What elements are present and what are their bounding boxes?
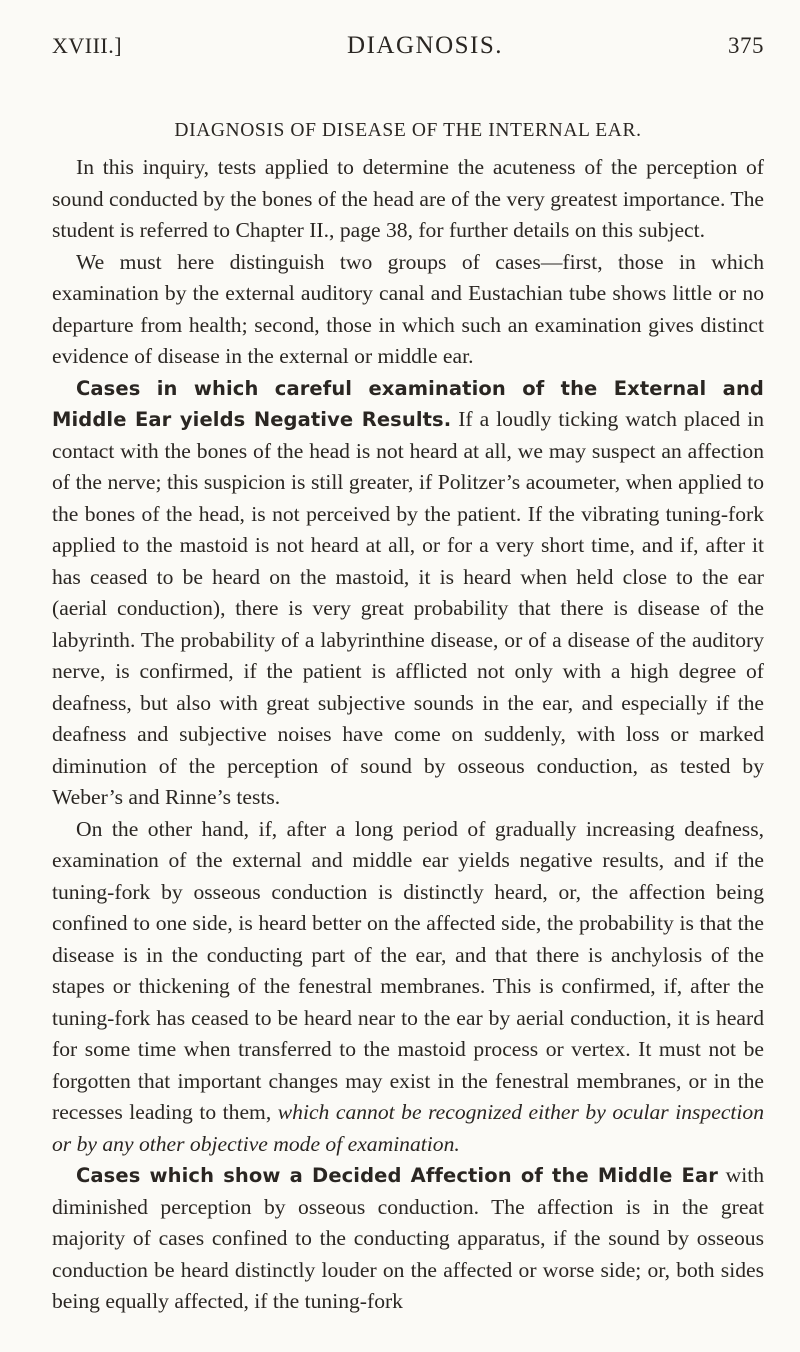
running-title: DIAGNOSIS.: [347, 32, 504, 59]
paragraph-conducting-part-text: On the other hand, if, after a long period of gradually increasing deafness, examination of the external and middle ear yields negative results, and if the tuning-fork by osseous conduction is distinctly heard, or, the affection being confined to one side, is heard better on the affected side, the probability is that the disease is in the conducting part of the ear, and that there is anchylosis of the stapes or thickening of the fenestral membranes. This is confirmed, if, after the tuning-fork has ceased to be heard near to the ear by aerial conduction, it is heard for some time when transferred to the mastoid process or vertex. It must not be forgotten that important changes may exist in the fenestral membranes, or in the recesses leading to them,: [52, 816, 764, 1124]
paragraph-middle-ear: [52, 1160, 764, 1318]
paragraph-negative-results: [52, 373, 764, 814]
body-text: [52, 152, 764, 1318]
chapter-marker: XVIII.]: [52, 33, 123, 58]
book-page: [52, 32, 764, 1332]
paragraph-middle-ear-text: with diminished perception by osseous conduction. The affection is in the great majority of cases confined to the conducting apparatus, if the sound by osseous conduction be heard distinctly louder on the affected or worse side; or, both sides being equally affected, if the tuning-fork: [52, 1163, 764, 1313]
paragraph-two-groups: We must here distinguish two groups of cases—first, those in which examination by the external auditory canal and Eustachian tube shows little or no departure from health; second, those in which such an examination gives distinct evidence of disease in the external or middle ear.: [52, 249, 764, 368]
italic-emphasis: which cannot be recognized either by ocular inspection or by any other objective mode of examination.: [52, 1100, 764, 1156]
page-number: 375: [727, 33, 764, 58]
running-head: [52, 32, 764, 68]
subheading-negative-results: Cases in which careful examination of the External and Middle Ear yields Negative Results.: [52, 376, 764, 431]
paragraph-inquiry: In this inquiry, tests applied to determine the acuteness of the perception of sound conducted by the bones of the head are of the very greatest importance. The student is referred to Chapter II., page 38, for further details on this subject.: [52, 155, 764, 242]
paragraph-negative-results-text: If a loudly ticking watch placed in contact with the bones of the head is not heard at all, we may suspect an affection of the nerve; this suspicion is still greater, if Politzer’s acoumeter, when applied to the bones of the head, is not perceived by the patient. If the vibrating tuning-fork applied to the mastoid is not heard at all, or for a very short time, and if, after it has ceased to be heard on the mastoid, it is heard when held close to the ear (aerial conduction), there is very great probability that there is disease of the labyrinth. The probability of a labyrinthine disease, or of a disease of the auditory nerve, is confirmed, if the patient is afflicted not only with a high degree of deafness, but also with great subjective sounds in the ear, and especially if the deafness and subjective noises have come on suddenly, with loss or marked diminution of the perception of sound by osseous conduction, as tested by Weber’s and Rinne’s tests.: [52, 407, 764, 809]
subheading-middle-ear: Cases which show a Decided Affection of the Middle Ear: [76, 1164, 718, 1187]
section-title: DIAGNOSIS OF DISEASE OF THE INTERNAL EAR.: [174, 120, 642, 141]
paragraph-conducting-part: [52, 814, 764, 1161]
